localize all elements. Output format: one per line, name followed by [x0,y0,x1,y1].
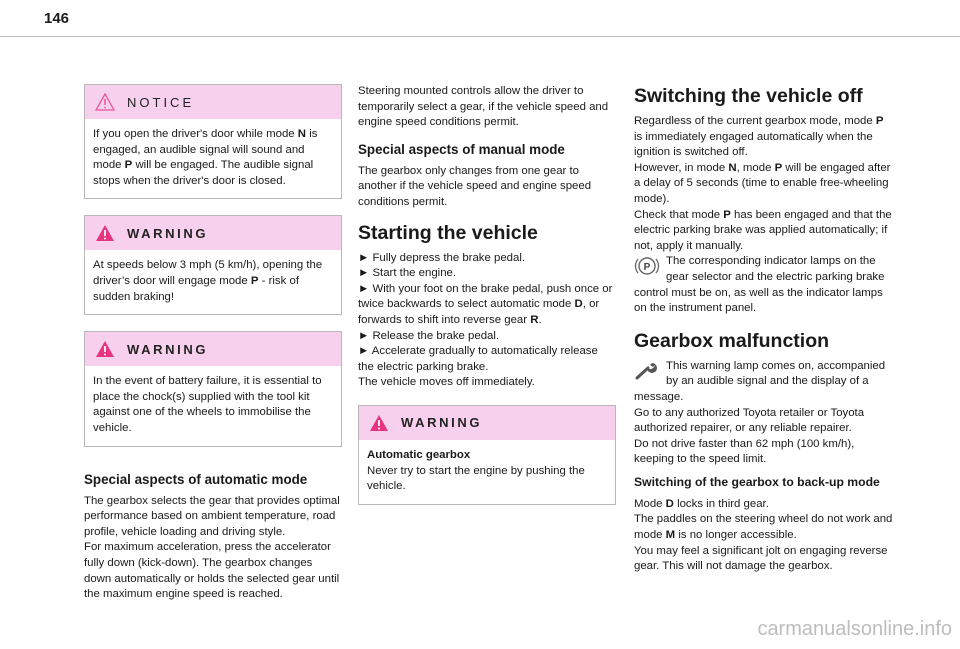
notice-text: If you open the driver's door while mode N is engaged, an audible signal will sound and mode P will be engaged. The audible signal stops when the driver's door is closed. [93,128,318,187]
paragraph: For maximum acceleration, press the accelerator fully down (kick-down). The gearbox changes down automatically or holds the selected gear until the maximum engine speed is reached. [84,541,340,601]
wrench-icon [634,359,660,381]
column-2 [358,84,616,521]
notice-box [84,84,342,199]
warning-box-battery [84,331,342,446]
warning-header [359,406,615,440]
notice-title: NOTICE [127,94,195,110]
step: ► With your foot on the brake pedal, push once or twice backwards to select automatic mode D, or forwards to shift into reverse gear R. [358,282,613,326]
section-heading: Switching of the gearbox to back-up mode [634,474,880,489]
paragraph: The vehicle moves off immediately. [358,376,535,389]
warning-title: WARNING [127,341,209,357]
paragraph: Steering mounted controls allow the driver to temporarily select a gear, if the vehicle speed and engine speed conditions permit. [358,85,609,129]
warning-box-speed [84,215,342,315]
column-3 [634,84,894,575]
section-title: Gearbox malfunction [634,329,830,352]
warning-triangle-icon [369,414,389,432]
warning-text: Never try to start the engine by pushing the vehicle. [367,464,585,493]
step: ► Fully depress the brake pedal. [358,251,526,264]
paragraph: The gearbox selects the gear that provides optimal performance based on ambient temperature, road profile, vehicle loading and driving style. [84,494,340,538]
header-divider [0,36,960,37]
svg-text:P: P [643,262,651,274]
paragraph: P The corresponding indicator lamps on the gear selector and the electric parking brake control must be on, as well as the indicator lamps on the instrument panel. [634,255,885,315]
paragraph: The paddles on the steering wheel do not work and mode M is no longer accessible. [634,513,893,542]
paragraph: Do not drive faster than 62 mph (100 km/h), keeping to the speed limit. [634,437,855,466]
warning-title: WARNING [127,225,209,241]
warning-title: WARNING [401,415,483,431]
warning-text: At speeds below 3 mph (5 km/h), opening the driver’s door will engage mode P - risk of sudden braking! [93,259,323,303]
warning-triangle-outline-icon [95,93,115,111]
paragraph: This warning lamp comes on, accompanied by an audible signal and the display of a message. [634,359,886,403]
warning-triangle-icon [95,224,115,242]
paragraph: Go to any authorized Toyota retailer or Toyota authorized repairer, or any reliable repairer. [634,406,865,435]
notice-header [85,85,341,119]
section-heading: Special aspects of manual mode [358,141,565,157]
section-title: Switching the vehicle off [634,85,863,107]
page-number: 146 [44,10,70,27]
warning-text: In the event of battery failure, it is essential to place the chock(s) supplied with the tool kit against one of the wheels to immobilise the vehicle. [93,375,322,434]
step: ► Accelerate gradually to automatically release the electric parking brake. [358,345,598,373]
paragraph: You may feel a significant jolt on engaging reverse gear. This will not damage the gearbox. [634,544,888,573]
paragraph: Check that mode P has been engaged and that the electric parking brake was applied automatically; if not, apply it manually. [634,208,892,252]
warning-header [85,216,341,250]
warning-header [85,332,341,366]
parking-brake-icon [634,254,660,278]
section-title: Starting the vehicle [358,221,538,244]
step: ► Release the brake pedal. [358,329,500,342]
step: ► Start the engine. [358,267,457,280]
warning-triangle-icon [95,340,115,358]
paragraph: However, in mode N, mode P will be engaged after a delay of 5 seconds (time to enable free-wheeling mode). [634,161,891,205]
column-1 [84,84,342,603]
paragraph: The gearbox only changes from one gear to another if the vehicle speed and engine speed conditions permit. [358,164,592,208]
warning-box-auto [358,405,616,505]
section-heading: Special aspects of automatic mode [84,471,308,487]
paragraph: Regardless of the current gearbox mode, mode P is immediately engaged automatically when the ignition is switched off. [634,115,884,159]
paragraph: Mode D locks in third gear. [634,497,769,510]
watermark: carmanualsonline.info [757,618,952,640]
warning-subtitle: Automatic gearbox [367,448,471,461]
